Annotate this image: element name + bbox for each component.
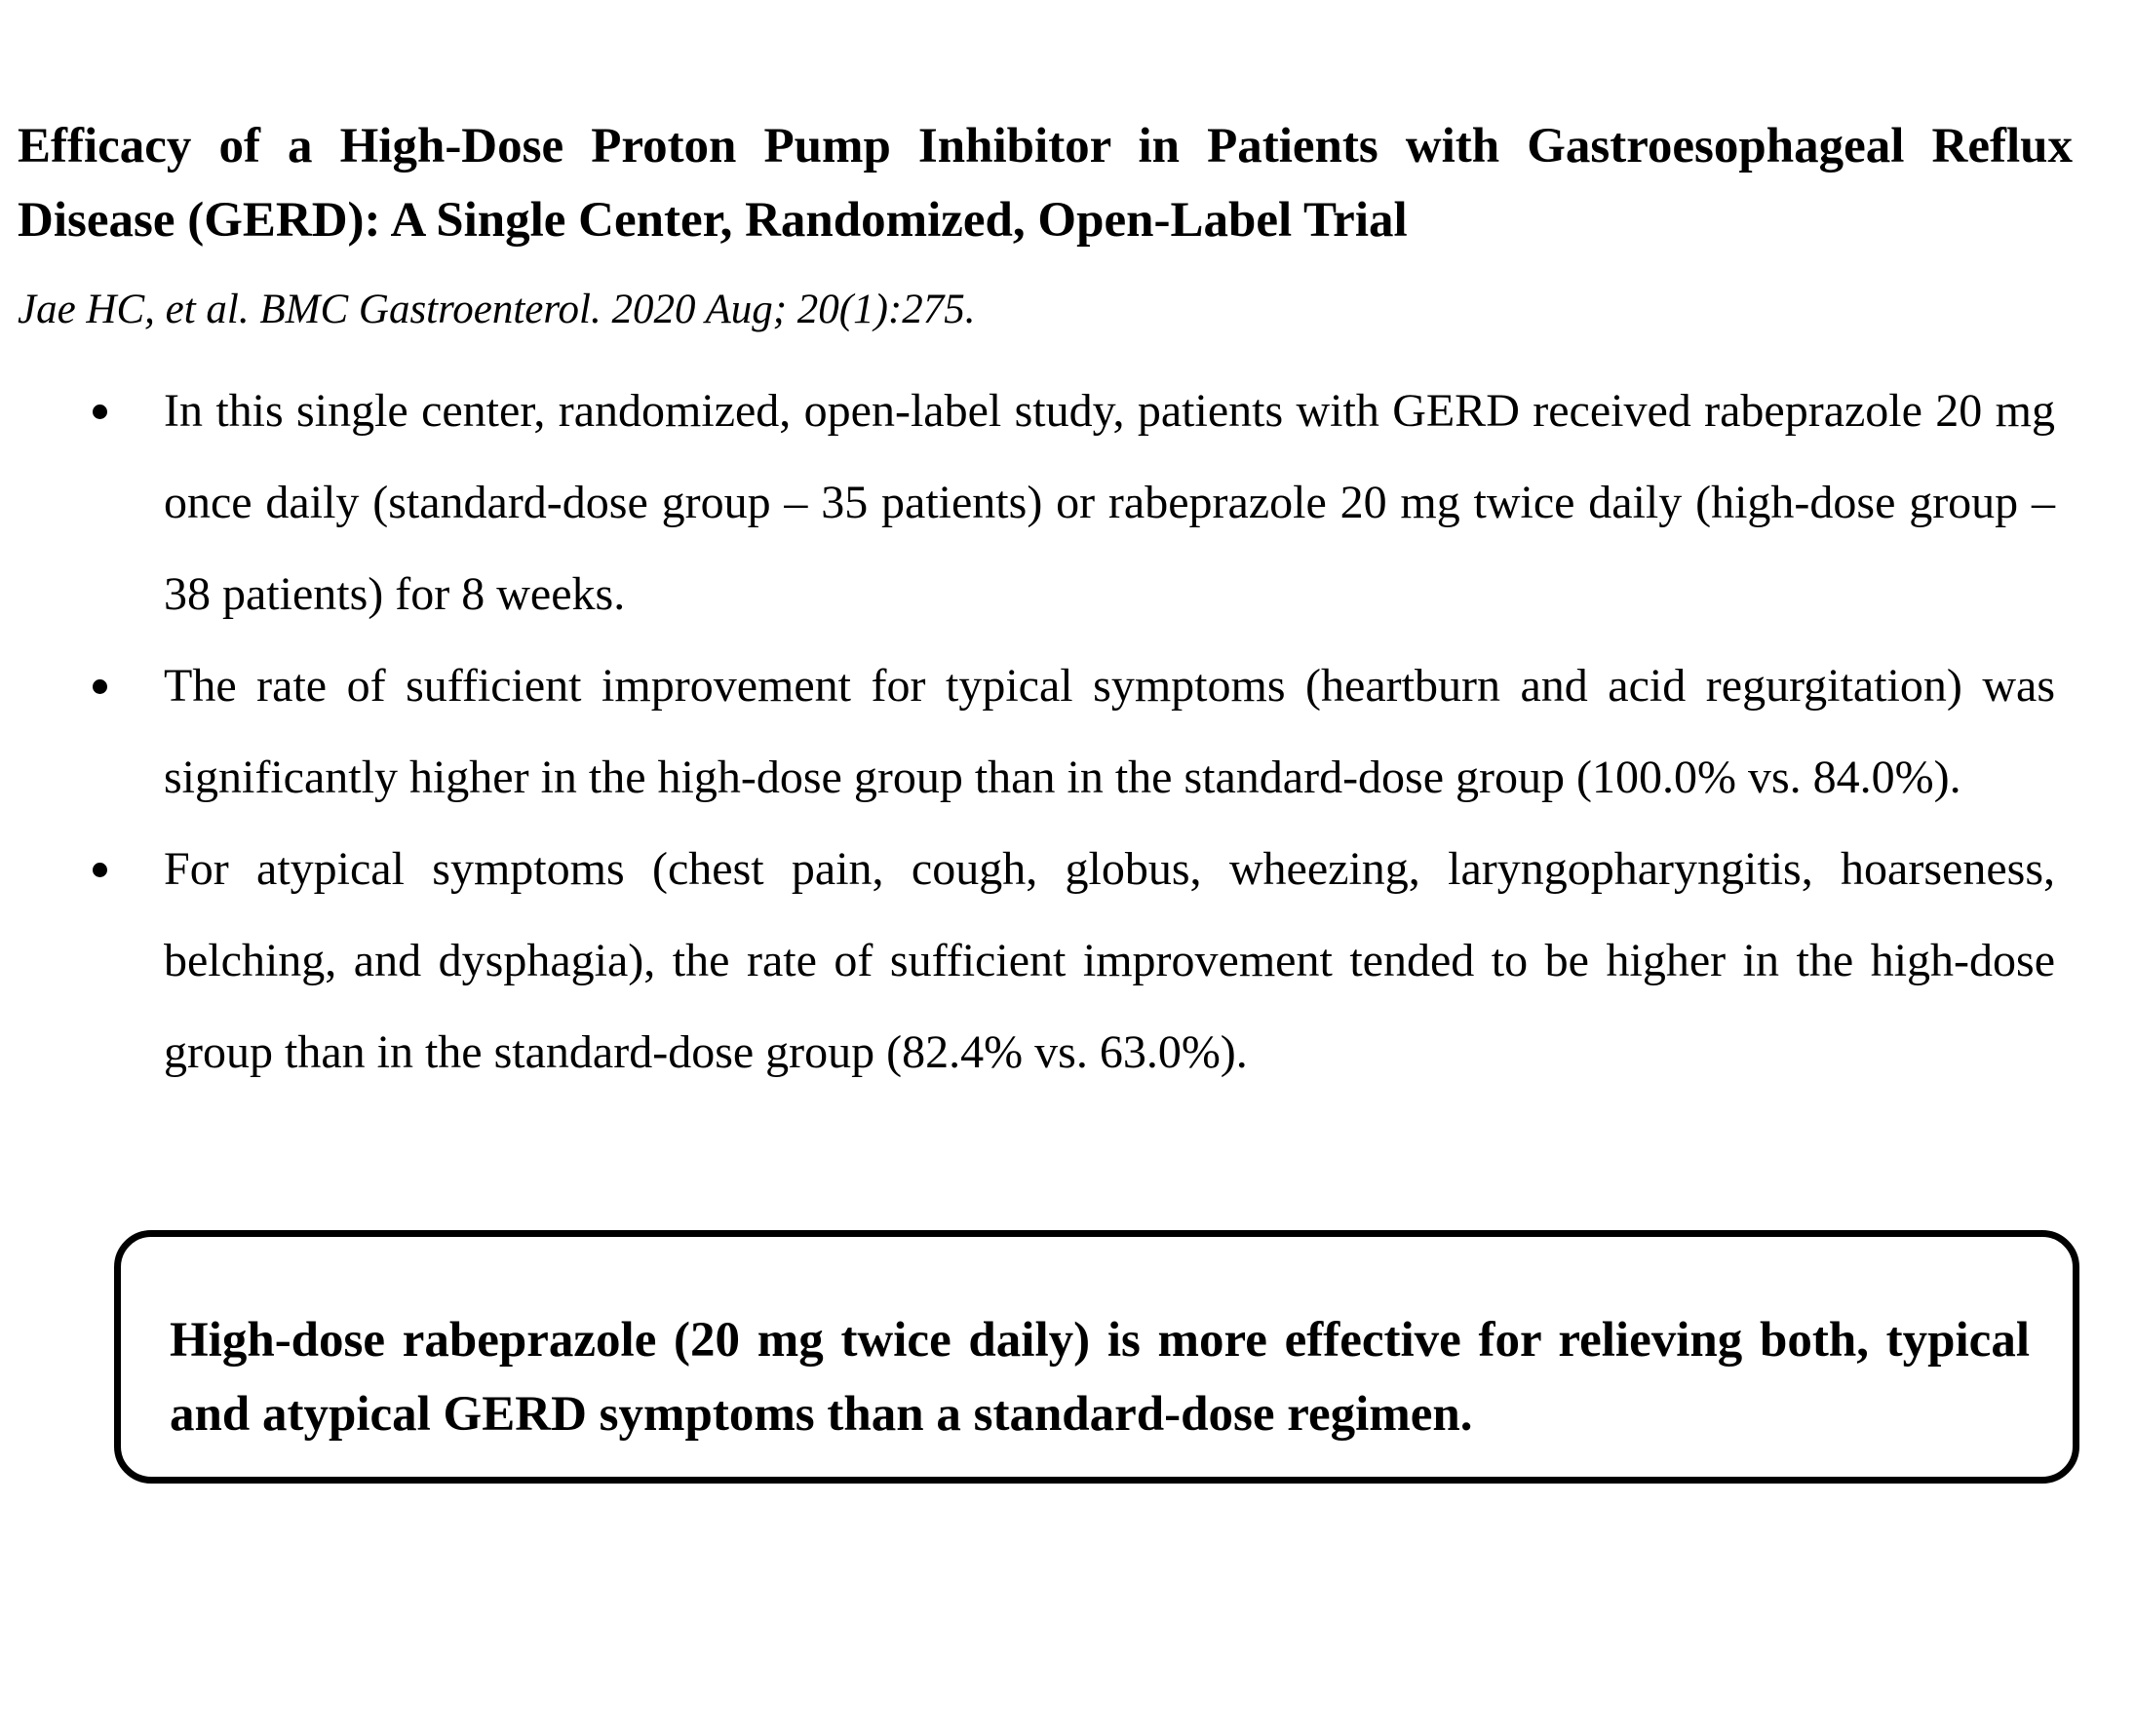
list-item — [0, 640, 2055, 824]
list-item-text: For atypical symptoms (chest pain, cough, globus, wheezing, laryngopharyngitis, hoarseness, belching, and dysphagia), the rate of sufficient improvement tended to be higher in the high-dose group than in the standard-dose group (82.4% vs. 63.0%). — [164, 843, 2055, 1078]
list-item-text: The rate of sufficient improvement for typical symptoms (heartburn and acid regurgitation) was significantly higher in the high-dose group than in the standard-dose group (100.0% vs. 84.0%). — [164, 660, 2055, 803]
key-findings-list — [0, 366, 2135, 1099]
bullet-icon — [93, 679, 107, 694]
list-item — [0, 366, 2055, 640]
list-item — [0, 824, 2055, 1099]
bullet-icon — [93, 405, 107, 419]
bullet-icon — [93, 863, 107, 877]
conclusion-text: High-dose rabeprazole (20 mg twice daily) is more effective for relieving both, typical and atypical GERD symptoms than a standard-dose regimen. — [170, 1313, 2030, 1442]
conclusion-box — [114, 1230, 2079, 1484]
list-item-text: In this single center, randomized, open-label study, patients with GERD received rabeprazole 20 mg once daily (standard-dose group – 35 patients) or rabeprazole 20 mg twice daily (high-dose group – 38 patients) for 8 weeks. — [164, 385, 2055, 620]
article-citation: Jae HC, et al. BMC Gastroenterol. 2020 Aug; 20(1):275. — [18, 287, 976, 332]
article-title: Efficacy of a High-Dose Proton Pump Inhibitor in Patients with Gastroesophageal Reflux Disease (GERD): A Single Center, Randomized, Open-Label Trial — [18, 119, 2073, 248]
